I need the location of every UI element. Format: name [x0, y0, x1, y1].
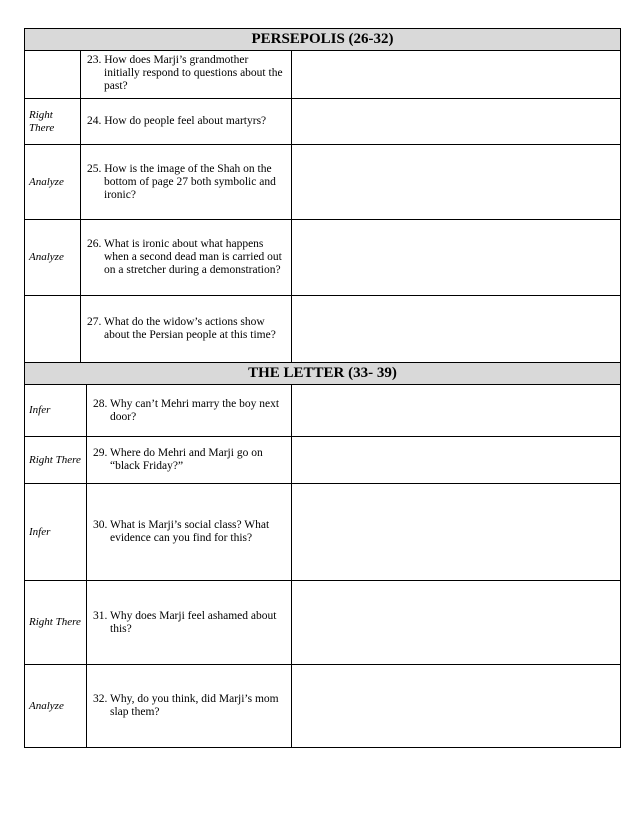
question-text: 32. Why, do you think, did Marji’s mom slap them? — [87, 665, 292, 748]
section-title: THE LETTER (33- 39) — [25, 363, 621, 385]
table-row — [25, 484, 621, 581]
table-row — [25, 99, 621, 145]
level-label: Right There — [25, 581, 87, 665]
table-row — [25, 220, 621, 296]
question-text: 31. Why does Marji feel ashamed about this? — [87, 581, 292, 665]
question-text: 24. How do people feel about martyrs? — [81, 99, 292, 145]
level-label: Analyze — [25, 665, 87, 748]
answer-cell[interactable] — [292, 665, 621, 748]
level-label: Right There — [25, 437, 87, 484]
answer-cell[interactable] — [292, 437, 621, 484]
question-table — [24, 28, 621, 363]
question-text: 23. How does Marji’s grandmother initially respond to questions about the past? — [81, 51, 292, 99]
question-text: 29. Where do Mehri and Marji go on “black Friday?” — [87, 437, 292, 484]
question-text: 30. What is Marji’s social class? What evidence can you find for this? — [87, 484, 292, 581]
level-label: Right There — [25, 99, 81, 145]
table-row — [25, 385, 621, 437]
table-row — [25, 51, 621, 99]
worksheet — [24, 28, 620, 748]
table-row — [25, 296, 621, 363]
answer-cell[interactable] — [292, 220, 621, 296]
section-header-persepolis — [25, 29, 621, 51]
question-text: 27. What do the widow’s actions show about the Persian people at this time? — [81, 296, 292, 363]
table-row — [25, 145, 621, 220]
level-label — [25, 51, 81, 99]
answer-cell[interactable] — [292, 581, 621, 665]
table-row — [25, 581, 621, 665]
question-text: 25. How is the image of the Shah on the bottom of page 27 both symbolic and ironic? — [81, 145, 292, 220]
section-header-the-letter — [25, 363, 621, 385]
answer-cell[interactable] — [292, 145, 621, 220]
level-label: Analyze — [25, 220, 81, 296]
level-label: Analyze — [25, 145, 81, 220]
table-row — [25, 437, 621, 484]
answer-cell[interactable] — [292, 484, 621, 581]
question-table — [24, 362, 621, 748]
answer-cell[interactable] — [292, 99, 621, 145]
answer-cell[interactable] — [292, 385, 621, 437]
section-title: PERSEPOLIS (26-32) — [25, 29, 621, 51]
answer-cell[interactable] — [292, 296, 621, 363]
question-text: 26. What is ironic about what happens when a second dead man is carried out on a stretcher during a demonstration? — [81, 220, 292, 296]
question-text: 28. Why can’t Mehri marry the boy next door? — [87, 385, 292, 437]
level-label: Infer — [25, 484, 87, 581]
level-label — [25, 296, 81, 363]
table-row — [25, 665, 621, 748]
answer-cell[interactable] — [292, 51, 621, 99]
level-label: Infer — [25, 385, 87, 437]
